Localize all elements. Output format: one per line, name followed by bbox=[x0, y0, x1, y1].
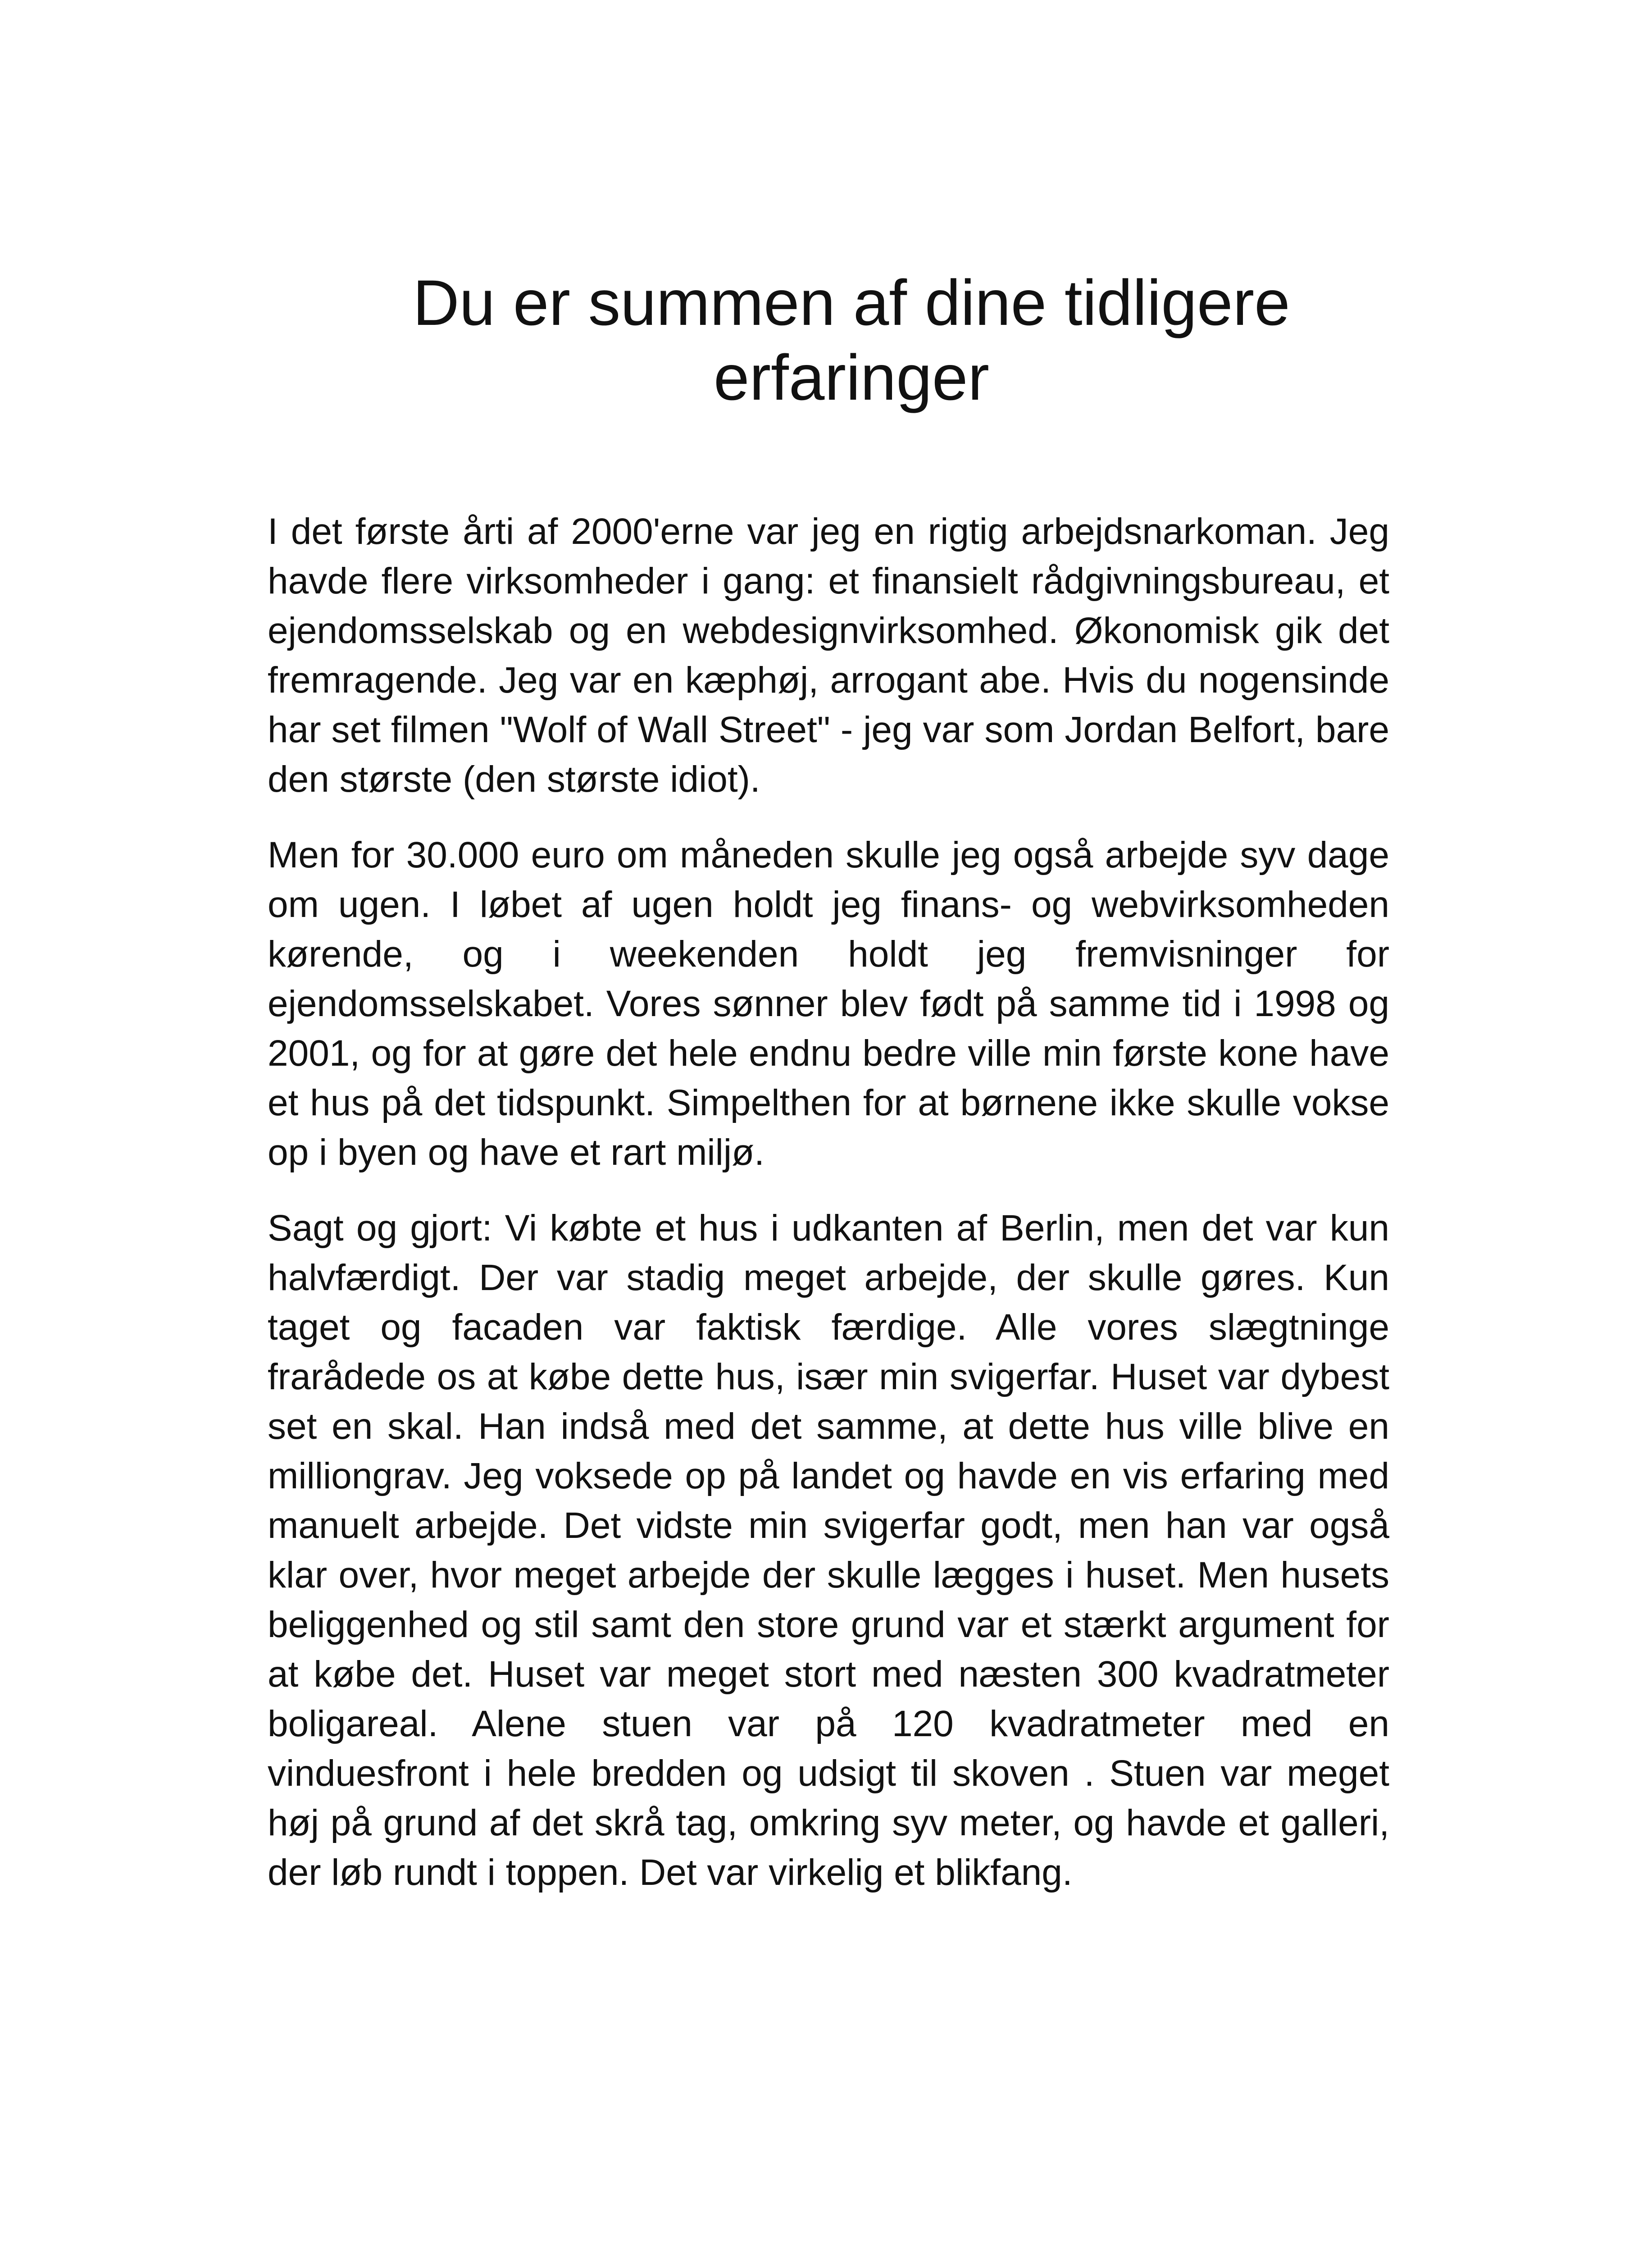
paragraph-2: Men for 30.000 euro om måneden skulle jeg også arbejde syv dage om ugen. I løbet af ugen holdt jeg finans- og webvirksomheden kørende, og i weekenden holdt jeg fremvisninger for ejendomsselskabet. Vores sønner blev født på samme tid i 1998 og 2001, og for at gøre det hele endnu bedre ville min første kone have et hus på det tidspunkt. Simpelthen for at børnene ikke skulle vokse op i byen og have et rart miljø. bbox=[268, 835, 1389, 1173]
document-body bbox=[268, 507, 1389, 1924]
paragraph-1: I det første årti af 2000'erne var jeg en rigtig arbejdsnarkoman. Jeg havde flere virksomheder i gang: et finansielt rådgivningsbureau, et ejendomsselskab og en webdesignvirksomhed. Økonomisk gik det fremragende. Jeg var en kæphøj, arrogant abe. Hvis du nogensinde har set filmen "Wolf of Wall Street" - jeg var som Jordan Belfort, bare den største (den største idiot). bbox=[268, 511, 1389, 800]
document-title: Du er summen af dine tidligere erfaringer bbox=[413, 267, 1290, 414]
paragraph-3: Sagt og gjort: Vi købte et hus i udkanten af Berlin, men det var kun halvfærdigt. Der var stadig meget arbejde, der skulle gøres. Kun taget og facaden var faktisk færdige. Alle vores slægtninge frarådede os at købe dette hus, især min svigerfar. Huset var dybest set en skal. Han indså med det samme, at dette hus ville blive en milliongrav. Jeg voksede op på landet og havde en vis erfaring med manuelt arbejde. Det vidste min svigerfar godt, men han var også klar over, hvor meget arbejde der skulle lægges i huset. Men husets beliggenhed og stil samt den store grund var et stærkt argument for at købe det. Huset var meget stort med næsten 300 kvadratmeter boligareal. Alene stuen var på 120 kvadratmeter med en vinduesfront i hele bredden og udsigt til skoven . Stuen var meget høj på grund af det skrå tag, omkring syv meter, og havde et galleri, der løb rundt i toppen. Det var virkelig et blikfang. bbox=[268, 1208, 1389, 1893]
